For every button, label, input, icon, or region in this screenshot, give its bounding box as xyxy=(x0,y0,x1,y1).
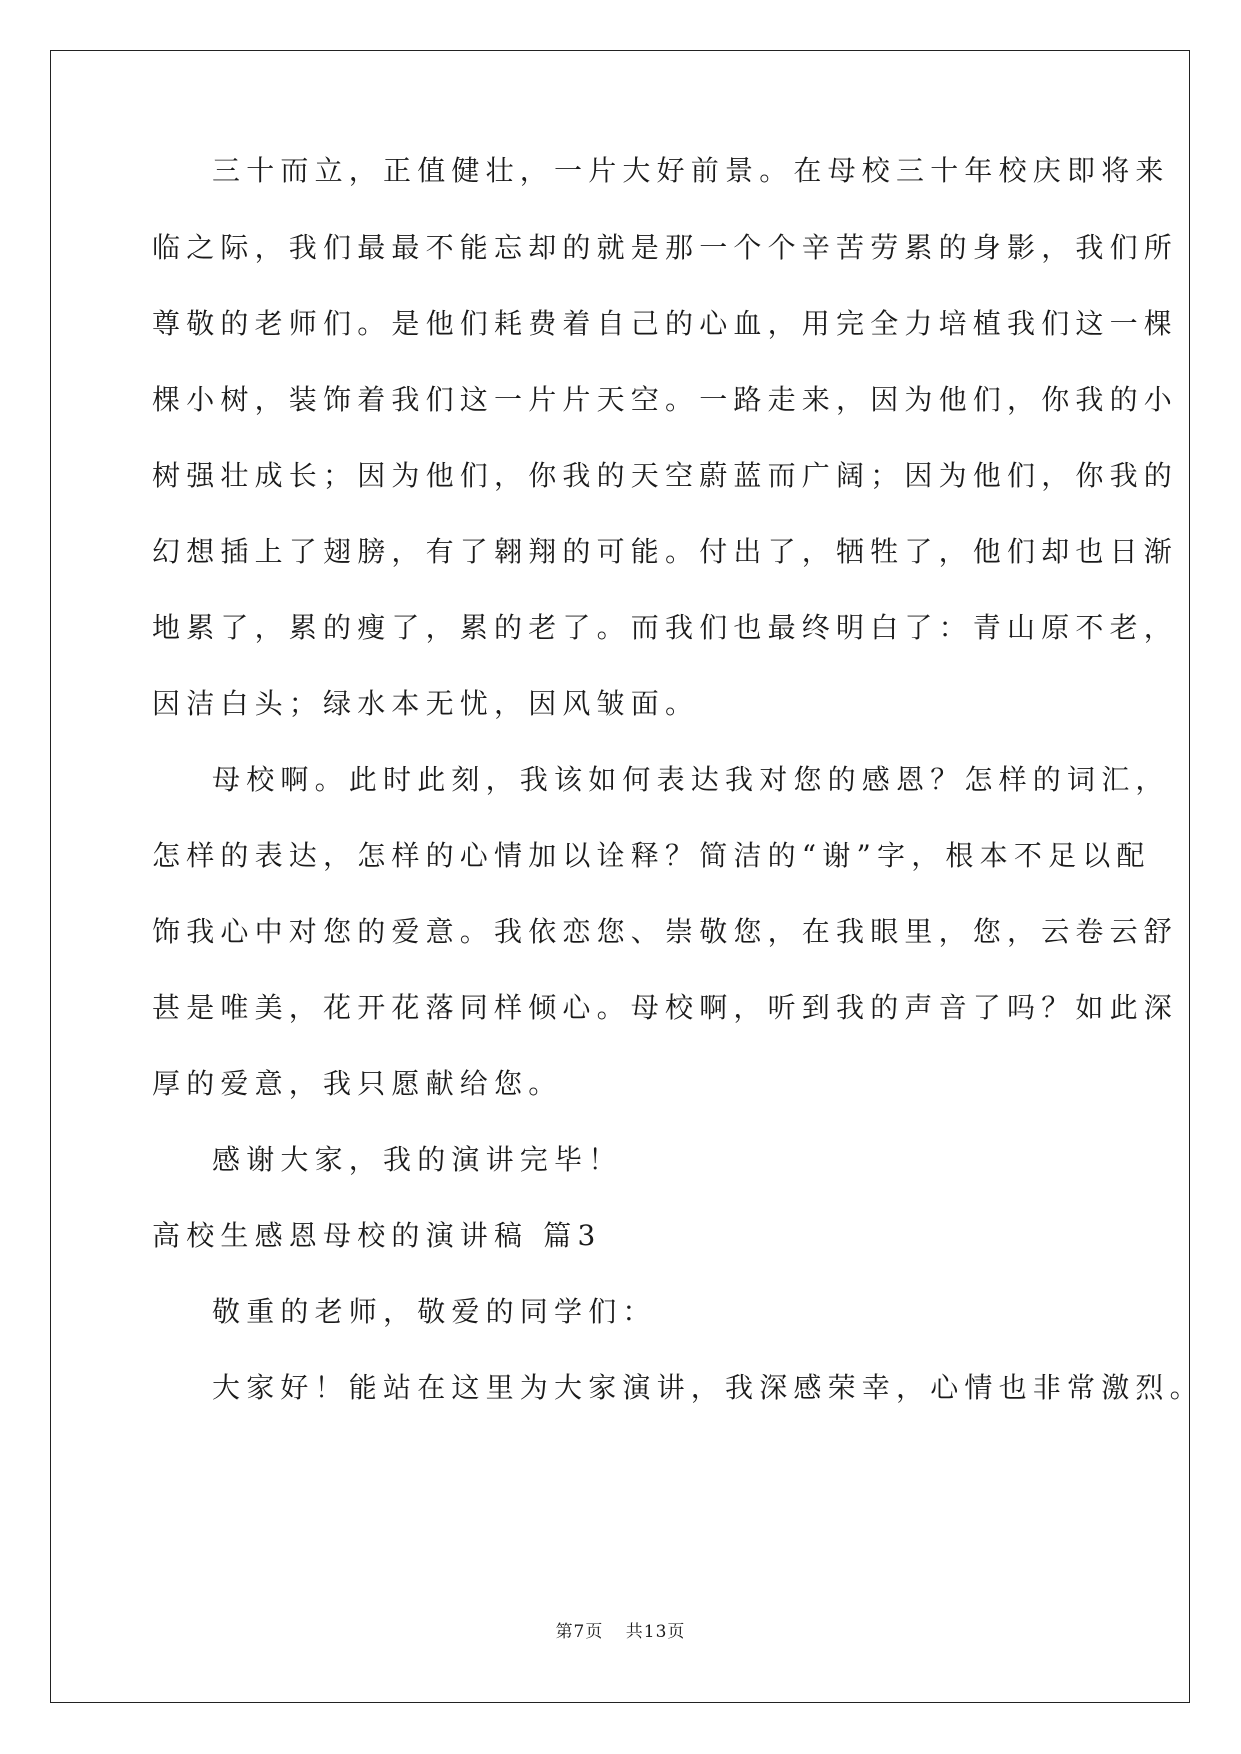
text-line: 幻想插上了翅膀，有了翱翔的可能。付出了，牺牲了，他们却也日渐 xyxy=(152,535,1179,568)
salutation: 敬重的老师，敬爱的同学们： xyxy=(212,1295,657,1328)
page-total: 共13页 xyxy=(625,1622,686,1642)
text-line: 尊敬的老师们。是他们耗费着自己的心血，用完全力培植我们这一棵 xyxy=(152,307,1179,340)
text-line: 怎样的表达，怎样的心情加以诠释？简洁的“谢”字，根本不足以配 xyxy=(152,839,1151,872)
page-border xyxy=(50,50,1190,1703)
section-heading: 高校生感恩母校的演讲稿 篇3 xyxy=(152,1219,602,1252)
text-line: 饰我心中对您的爱意。我依恋您、崇敬您，在我眼里，您，云卷云舒 xyxy=(152,915,1179,948)
text-line: 母校啊。此时此刻，我该如何表达我对您的感恩？怎样的词汇， xyxy=(212,763,1170,796)
text-line: 树强壮成长；因为他们，你我的天空蔚蓝而广阔；因为他们，你我的 xyxy=(152,459,1179,492)
page-number: 第7页 xyxy=(555,1622,604,1642)
text-line: 临之际，我们最最不能忘却的就是那一个个辛苦劳累的身影，我们所 xyxy=(152,231,1179,264)
text-line: 厚的爱意，我只愿献给您。 xyxy=(152,1067,563,1100)
text-line: 地累了，累的瘦了，累的老了。而我们也最终明白了：青山原不老， xyxy=(152,611,1179,644)
text-line: 大家好！能站在这里为大家演讲，我深感荣幸，心情也非常激烈。 xyxy=(212,1371,1204,1404)
page-footer xyxy=(0,1617,1241,1642)
text-line: 因洁白头；绿水本无忧，因风皱面。 xyxy=(152,687,700,720)
text-line: 感谢大家，我的演讲完毕！ xyxy=(212,1143,623,1176)
text-line: 棵小树，装饰着我们这一片片天空。一路走来，因为他们，你我的小 xyxy=(152,383,1179,416)
text-line: 三十而立，正值健壮，一片大好前景。在母校三十年校庆即将来 xyxy=(212,154,1170,187)
text-line: 甚是唯美，花开花落同样倾心。母校啊，听到我的声音了吗？如此深 xyxy=(152,991,1179,1024)
